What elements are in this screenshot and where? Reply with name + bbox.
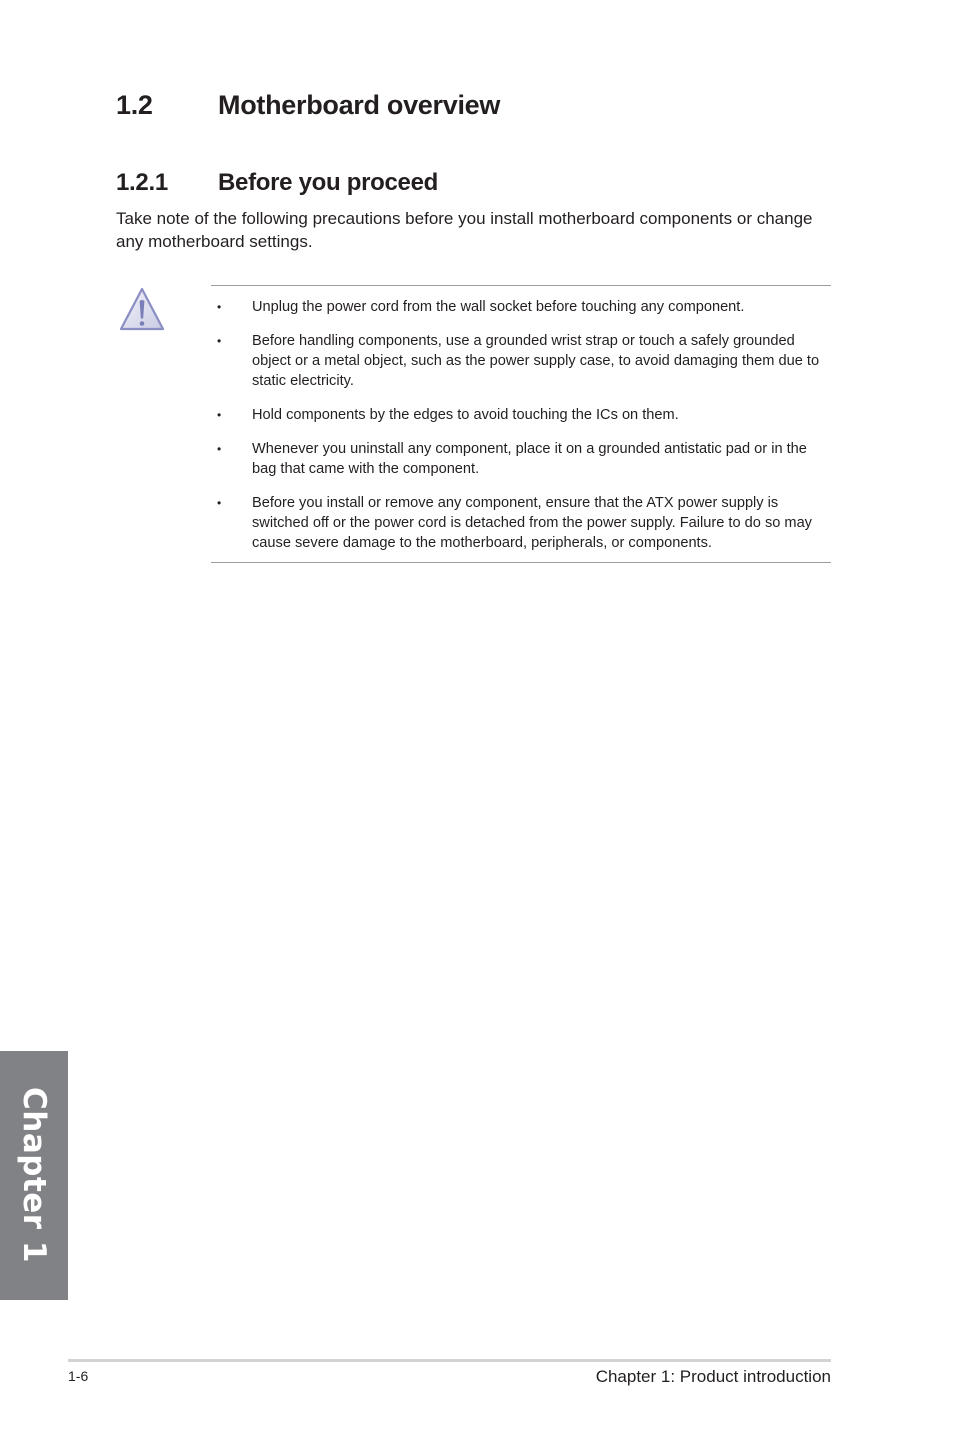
list-item xyxy=(211,493,831,553)
chapter-side-tab xyxy=(0,1051,68,1300)
bullet: • xyxy=(217,408,222,422)
list-item-text: Before you install or remove any component, ensure that the ATX power supply is switched off or the power cord is detached from the power supply. Failure to do so may cause severe damage to the motherboard, peripherals, or components. xyxy=(252,495,812,551)
list-item-text: Whenever you uninstall any component, place it on a grounded antistatic pad or in the bag that came with the component. xyxy=(252,441,807,477)
page-number: 1-6 xyxy=(68,1368,89,1384)
list-item xyxy=(211,297,831,317)
caution-box xyxy=(211,285,831,563)
subsection-number: 1.2.1 xyxy=(116,169,168,196)
footer-divider xyxy=(68,1359,831,1362)
bullet: • xyxy=(217,334,222,348)
list-item-text: Before handling components, use a grounded wrist strap or touch a safely grounded object or a metal object, such as the power supply case, to avoid damaging them due to static electricity. xyxy=(252,333,820,389)
section-number: 1.2 xyxy=(116,90,153,120)
bullet: • xyxy=(217,300,222,314)
list-item-text: Unplug the power cord from the wall socket before touching any component. xyxy=(252,299,745,315)
chapter-tab-label: Chapter 1 xyxy=(16,1087,52,1263)
caution-list xyxy=(211,297,831,567)
subsection-title: Before you proceed xyxy=(218,169,438,196)
list-item xyxy=(211,331,831,391)
subsection-heading xyxy=(116,169,438,197)
list-item-text: Hold components by the edges to avoid touching the ICs on them. xyxy=(252,407,679,423)
bullet: • xyxy=(217,496,222,510)
warning-triangle-icon xyxy=(117,285,167,333)
footer-chapter-title: Chapter 1: Product introduction xyxy=(595,1367,831,1386)
list-item xyxy=(211,405,831,425)
intro-paragraph: Take note of the following precautions before you install motherboard components or change any motherboard settings. xyxy=(116,209,813,251)
section-title: Motherboard overview xyxy=(218,90,501,120)
bullet: • xyxy=(217,442,222,456)
list-item xyxy=(211,439,831,479)
section-heading xyxy=(116,90,500,121)
